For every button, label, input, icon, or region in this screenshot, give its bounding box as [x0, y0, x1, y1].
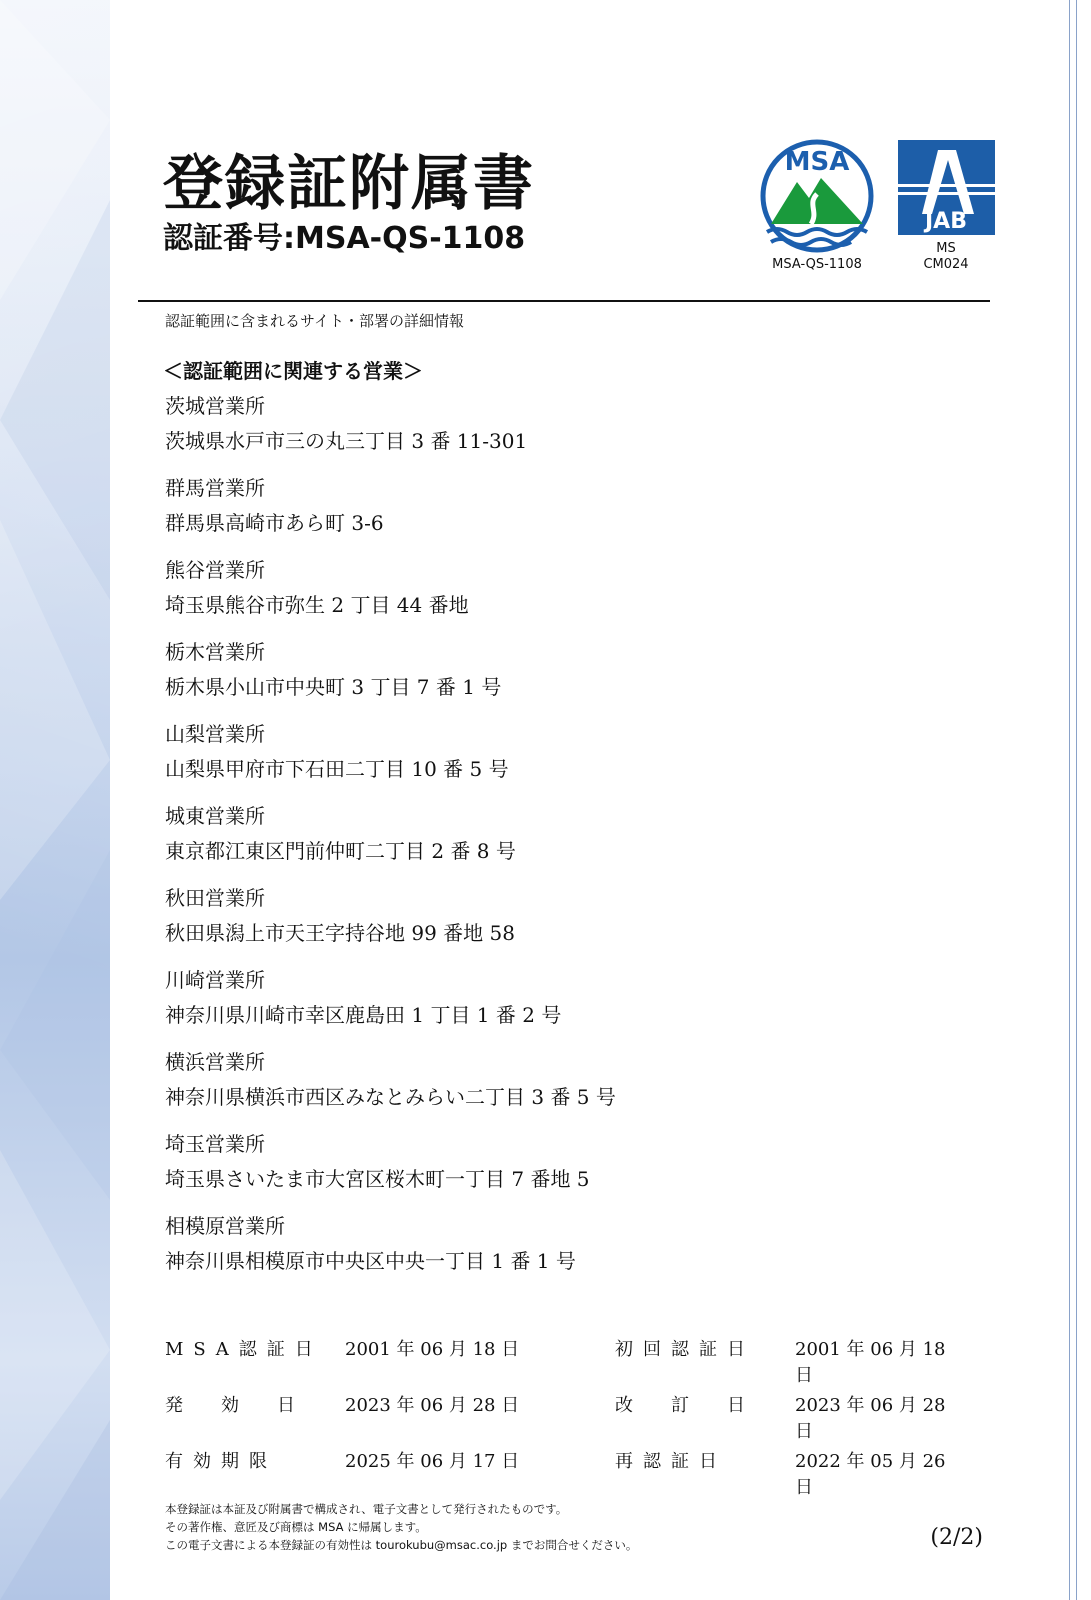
section-heading: ＜認証範囲に関連する営業＞ [163, 359, 423, 383]
jab-logo-caption-1: MS [936, 241, 956, 256]
list-item [165, 1210, 616, 1292]
date-label: MSA認証日 [165, 1339, 323, 1360]
office-address: 神奈川県相模原市中央区中央一丁目 1 番 1 号 [165, 1249, 576, 1273]
jab-logo [898, 140, 995, 275]
certification-number: 認証番号:MSA-QS-1108 [163, 221, 526, 256]
right-border-rule [1069, 0, 1077, 1600]
office-name: 栃木営業所 [165, 640, 265, 664]
jab-logo-caption-2: CM024 [923, 257, 969, 272]
list-item [165, 1128, 616, 1210]
list-item [165, 882, 616, 964]
office-name: 相模原営業所 [165, 1214, 285, 1238]
office-name: 埼玉営業所 [165, 1132, 265, 1156]
office-name: 秋田営業所 [165, 886, 265, 910]
jab-logo-text: JAB [925, 209, 967, 234]
office-name: 川崎営業所 [165, 968, 265, 992]
list-item [165, 800, 616, 882]
decorative-left-band [0, 0, 110, 1600]
scope-subtitle: 認証範囲に含まれるサイト・部署の詳細情報 [165, 312, 464, 330]
office-name: 茨城営業所 [165, 394, 265, 418]
date-label: 発 効 日 [165, 1395, 305, 1416]
date-value: 2023 年 06 月 28 日 [345, 1395, 520, 1416]
document-title: 登録証附属書 [163, 149, 535, 219]
list-item [165, 390, 616, 472]
office-address: 栃木県小山市中央町 3 丁目 7 番 1 号 [165, 675, 502, 699]
office-address: 埼玉県さいたま市大宮区桜木町一丁目 7 番地 5 [165, 1167, 590, 1191]
msa-logo-text: MSA [784, 147, 850, 177]
header-divider [138, 300, 990, 302]
office-address: 神奈川県川崎市幸区鹿島田 1 丁目 1 番 2 号 [165, 1003, 562, 1027]
msa-logo-caption: MSA-QS-1108 [772, 257, 862, 272]
msa-logo [757, 138, 877, 278]
date-label: 有効期限 [165, 1451, 277, 1472]
date-value: 2025 年 06 月 17 日 [345, 1451, 520, 1472]
date-value: 2022 年 05 月 26 日 [795, 1451, 946, 1498]
date-label: 再認証日 [615, 1451, 727, 1472]
footer-line: 本登録証は本証及び附属書で構成され、電子文書として発行されたものです。 [165, 1502, 568, 1516]
date-label: 初回認証日 [615, 1339, 755, 1360]
office-address: 神奈川県横浜市西区みなとみらい二丁目 3 番 5 号 [165, 1085, 616, 1109]
date-label: 改 訂 日 [615, 1395, 755, 1416]
date-value: 2001 年 06 月 18 日 [345, 1339, 520, 1360]
certification-dates [165, 1335, 965, 1499]
footer-line: この電子文書による本登録証の有効性は tourokubu@msac.co.jp までお問合せください。 [165, 1538, 638, 1552]
date-value: 2001 年 06 月 18 日 [795, 1339, 946, 1386]
list-item [165, 554, 616, 636]
date-value: 2023 年 06 月 28 日 [795, 1395, 946, 1442]
list-item [165, 718, 616, 800]
page-number: (2/2) [930, 1525, 983, 1550]
office-name: 山梨営業所 [165, 722, 265, 746]
office-address: 山梨県甲府市下石田二丁目 10 番 5 号 [165, 757, 509, 781]
office-name: 城東営業所 [165, 804, 265, 828]
footer-line: その著作権、意匠及び商標は MSA に帰属します。 [165, 1520, 427, 1534]
list-item [165, 964, 616, 1046]
office-name: 横浜営業所 [165, 1050, 265, 1074]
office-address: 埼玉県熊谷市弥生 2 丁目 44 番地 [165, 593, 469, 617]
footer-notes [165, 1500, 637, 1554]
office-address: 群馬県高崎市あら町 3-6 [165, 511, 384, 535]
office-address: 東京都江東区門前仲町二丁目 2 番 8 号 [165, 839, 516, 863]
background-pattern [0, 0, 110, 1600]
office-list [165, 390, 616, 1292]
list-item [165, 1046, 616, 1128]
list-item [165, 636, 616, 718]
list-item [165, 472, 616, 554]
office-name: 群馬営業所 [165, 476, 265, 500]
office-address: 秋田県潟上市天王字持谷地 99 番地 58 [165, 921, 515, 945]
office-address: 茨城県水戸市三の丸三丁目 3 番 11-301 [165, 429, 528, 453]
office-name: 熊谷営業所 [165, 558, 265, 582]
